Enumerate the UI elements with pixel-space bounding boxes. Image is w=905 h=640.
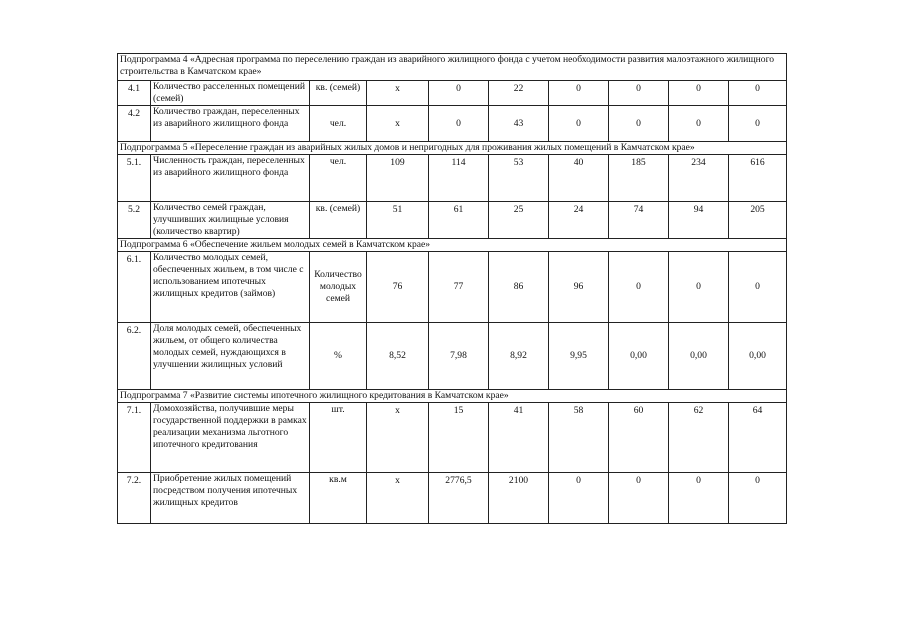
indicator-name: Количество молодых семей, обеспеченных жильем, в том числе с использованием ипотечных жилищных кредитов (займов) xyxy=(151,252,310,323)
value-cell: 0 xyxy=(669,252,729,323)
value-cell: 86 xyxy=(489,252,549,323)
value-cell: 8,52 xyxy=(367,323,429,390)
value-cell: 0 xyxy=(669,106,729,142)
value-cell: 0 xyxy=(729,473,787,524)
value-cell: 616 xyxy=(729,155,787,202)
value-cell: 40 xyxy=(549,155,609,202)
value-cell: 0 xyxy=(609,252,669,323)
value-cell: 51 xyxy=(367,202,429,239)
indicator-name: Количество граждан, переселенных из аварийного жилищного фонда xyxy=(151,106,310,142)
row-number: 5.1. xyxy=(118,155,151,202)
indicator-row xyxy=(118,403,787,473)
value-cell: 64 xyxy=(729,403,787,473)
value-cell: 77 xyxy=(429,252,489,323)
value-cell: 0,00 xyxy=(609,323,669,390)
row-number: 4.1 xyxy=(118,81,151,106)
value-cell: 0 xyxy=(609,473,669,524)
value-cell: 0 xyxy=(549,81,609,106)
value-cell: 8,92 xyxy=(489,323,549,390)
subprogram-header-row xyxy=(118,239,787,252)
indicator-row xyxy=(118,323,787,390)
indicator-row xyxy=(118,155,787,202)
indicator-row xyxy=(118,106,787,142)
unit-of-measure: кв. (семей) xyxy=(310,202,367,239)
indicator-row xyxy=(118,202,787,239)
value-cell: х xyxy=(367,106,429,142)
value-cell: 22 xyxy=(489,81,549,106)
value-cell: 58 xyxy=(549,403,609,473)
value-cell: 0 xyxy=(429,106,489,142)
subprogram-title: Подпрограмма 5 «Переселение граждан из аварийных жилых домов и непригодных для проживания жилых помещений в Камчатском крае» xyxy=(118,142,787,155)
value-cell: 41 xyxy=(489,403,549,473)
value-cell: 25 xyxy=(489,202,549,239)
table-body xyxy=(118,54,787,524)
value-cell: 0 xyxy=(729,81,787,106)
unit-of-measure: Количество молодых семей xyxy=(310,252,367,323)
value-cell: 0 xyxy=(549,473,609,524)
value-cell: х xyxy=(367,81,429,106)
subprogram-header-row xyxy=(118,390,787,403)
indicator-row xyxy=(118,473,787,524)
row-number: 4.2 xyxy=(118,106,151,142)
indicator-name: Приобретение жилых помещений посредством получения ипотечных жилищных кредитов xyxy=(151,473,310,524)
value-cell: 114 xyxy=(429,155,489,202)
value-cell: 96 xyxy=(549,252,609,323)
row-number: 5.2 xyxy=(118,202,151,239)
value-cell: 0 xyxy=(549,106,609,142)
value-cell: 76 xyxy=(367,252,429,323)
value-cell: 0,00 xyxy=(669,323,729,390)
indicator-name: Количество расселенных помещений (семей) xyxy=(151,81,310,106)
row-number: 7.1. xyxy=(118,403,151,473)
value-cell: 0 xyxy=(669,81,729,106)
indicators-table xyxy=(117,53,787,524)
subprogram-title: Подпрограмма 7 «Развитие системы ипотечного жилищного кредитования в Камчатском крае» xyxy=(118,390,787,403)
unit-of-measure: кв.м xyxy=(310,473,367,524)
value-cell: 0 xyxy=(729,252,787,323)
row-number: 6.2. xyxy=(118,323,151,390)
unit-of-measure: шт. xyxy=(310,403,367,473)
indicator-name: Домохозяйства, получившие меры государственной поддержки в рамках реализации механизма льготного ипотечного кредитования xyxy=(151,403,310,473)
value-cell: 61 xyxy=(429,202,489,239)
value-cell: 0 xyxy=(609,106,669,142)
value-cell: 60 xyxy=(609,403,669,473)
value-cell: 2776,5 xyxy=(429,473,489,524)
value-cell: 234 xyxy=(669,155,729,202)
unit-of-measure: % xyxy=(310,323,367,390)
value-cell: 74 xyxy=(609,202,669,239)
subprogram-title: Подпрограмма 4 «Адресная программа по переселению граждан из аварийного жилищного фонда с учетом необходимости развития малоэтажного жилищного строительства в Камчатском крае» xyxy=(118,54,787,81)
value-cell: 2100 xyxy=(489,473,549,524)
subprogram-header-row xyxy=(118,142,787,155)
value-cell: 185 xyxy=(609,155,669,202)
value-cell: 0 xyxy=(609,81,669,106)
value-cell: 9,95 xyxy=(549,323,609,390)
value-cell: 0 xyxy=(429,81,489,106)
value-cell: х xyxy=(367,403,429,473)
unit-of-measure: кв. (семей) xyxy=(310,81,367,106)
value-cell: 94 xyxy=(669,202,729,239)
value-cell: 205 xyxy=(729,202,787,239)
value-cell: 15 xyxy=(429,403,489,473)
indicator-row xyxy=(118,252,787,323)
value-cell: 109 xyxy=(367,155,429,202)
value-cell: 24 xyxy=(549,202,609,239)
value-cell: х xyxy=(367,473,429,524)
subprogram-header-row xyxy=(118,54,787,81)
unit-of-measure: чел. xyxy=(310,155,367,202)
value-cell: 43 xyxy=(489,106,549,142)
value-cell: 7,98 xyxy=(429,323,489,390)
row-number: 6.1. xyxy=(118,252,151,323)
value-cell: 0 xyxy=(729,106,787,142)
subprogram-title: Подпрограмма 6 «Обеспечение жильем молодых семей в Камчатском крае» xyxy=(118,239,787,252)
indicator-name: Количество семей граждан, улучшивших жилищные условия (количество квартир) xyxy=(151,202,310,239)
value-cell: 62 xyxy=(669,403,729,473)
indicator-row xyxy=(118,81,787,106)
value-cell: 0 xyxy=(669,473,729,524)
unit-of-measure: чел. xyxy=(310,106,367,142)
value-cell: 0,00 xyxy=(729,323,787,390)
value-cell: 53 xyxy=(489,155,549,202)
row-number: 7.2. xyxy=(118,473,151,524)
indicator-name: Численность граждан, переселенных из аварийного жилищного фонда xyxy=(151,155,310,202)
indicator-name: Доля молодых семей, обеспеченных жильем, от общего количества молодых семей, нуждающихся в улучшении жилищных условий xyxy=(151,323,310,390)
